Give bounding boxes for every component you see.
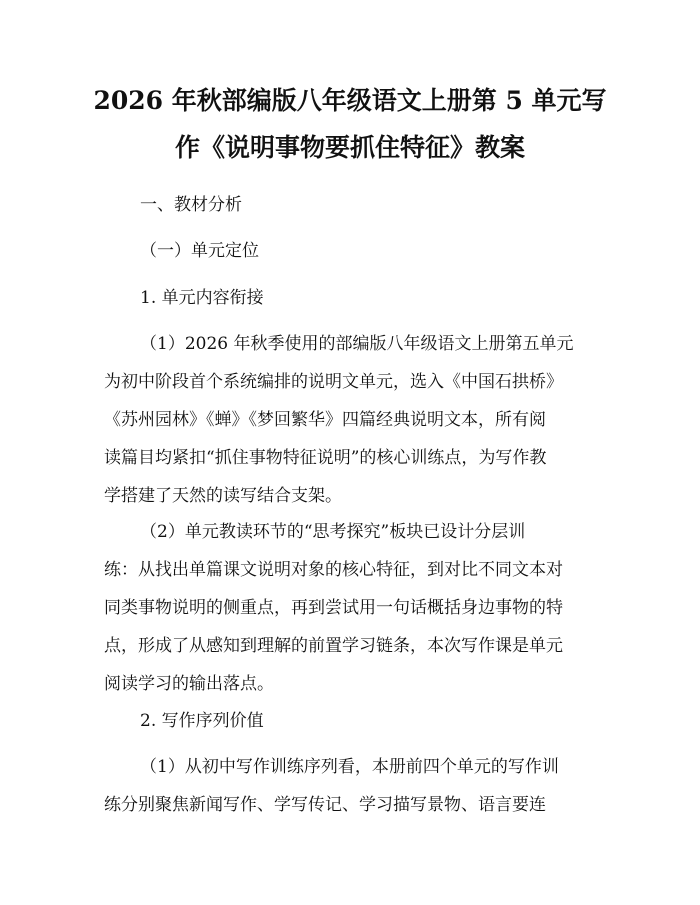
paragraph-1-line: （1）2026 年秋季使用的部编版八年级语文上册第五单元: [140, 334, 574, 354]
document-title-line-2: 作《说明事物要抓住特征》教案: [174, 133, 525, 162]
paragraph-2: [104, 513, 600, 703]
paragraph-2-line: 阅读学习的输出落点。: [104, 674, 274, 694]
item-heading-writing-sequence-value: 2. 写作序列价值: [140, 711, 264, 731]
paragraph-3: [104, 748, 600, 824]
document-title-line-1: 2026 年秋部编版八年级语文上册第 5 单元写: [93, 86, 607, 115]
paragraph-2-line: 练：从找出单篇课文说明对象的核心特征，到对比不同文本对: [104, 560, 563, 580]
item-heading-unit-content-connection: 1. 单元内容衔接: [140, 288, 264, 308]
paragraph-1-line: 《苏州园林》《蝉》《梦回繁华》四篇经典说明文本，所有阅: [104, 410, 546, 430]
paragraph-1-line: 学搭建了天然的读写结合支架。: [104, 486, 342, 506]
subsection-heading-unit-positioning: （一）单元定位: [140, 241, 259, 261]
paragraph-1-line: 读篇目均紧扣“抓住事物特征说明”的核心训练点，为写作教: [104, 448, 547, 468]
paragraph-2-line: 同类事物说明的侧重点，再到尝试用一句话概括身边事物的特: [104, 598, 563, 618]
paragraph-1-line: 为初中阶段首个系统编排的说明文单元，选入《中国石拱桥》: [104, 372, 563, 392]
paragraph-3-line: （1）从初中写作训练序列看，本册前四个单元的写作训: [140, 757, 559, 777]
paragraph-2-line: 点，形成了从感知到理解的前置学习链条，本次写作课是单元: [104, 636, 563, 656]
paragraph-3-line: 练分别聚焦新闻写作、学写传记、学习描写景物、语言要连: [104, 795, 546, 815]
section-heading-teaching-material-analysis: 一、教材分析: [140, 195, 242, 215]
paragraph-2-line: （2）单元教读环节的“思考探究”板块已设计分层训: [140, 522, 526, 542]
paragraph-1: [104, 325, 600, 515]
